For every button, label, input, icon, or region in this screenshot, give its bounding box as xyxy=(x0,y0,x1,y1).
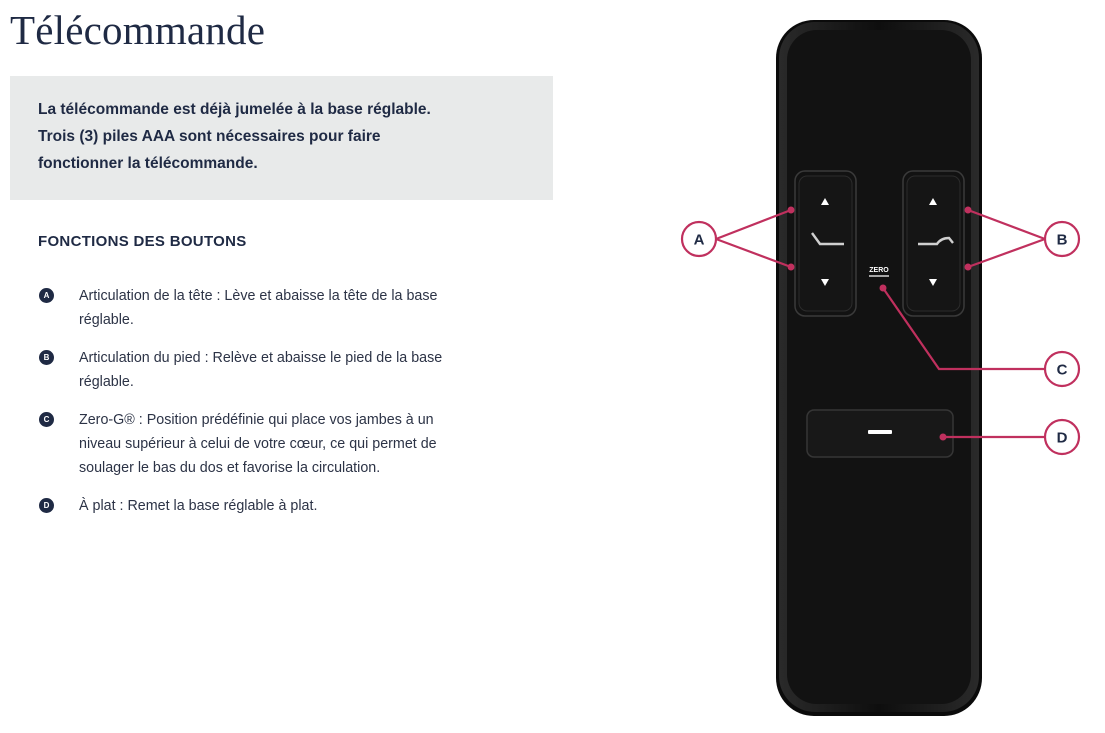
page-title: Télécommande xyxy=(10,7,266,53)
function-item-zero-g xyxy=(38,408,518,480)
head-rocker-button[interactable] xyxy=(795,171,856,316)
function-line: À plat : Remet la base réglable à plat. xyxy=(79,498,318,514)
function-line: Articulation de la tête : Lève et abaisse la tête de la base xyxy=(79,288,438,304)
zero-g-label: ZERO xyxy=(869,267,889,274)
function-line: soulager le bas du dos et favorise la circulation. xyxy=(79,460,381,476)
function-line: Zero-G® : Position prédéfinie qui place vos jambes à un xyxy=(79,412,434,428)
callout-c-label: C xyxy=(1056,361,1068,379)
notice-line: Trois (3) piles AAA sont nécessaires pour faire xyxy=(38,128,381,145)
foot-rocker-button[interactable] xyxy=(903,171,964,316)
remote-face xyxy=(787,30,971,704)
callout-d-label: D xyxy=(1056,429,1068,447)
remote-illustration xyxy=(660,0,1100,733)
function-item-head xyxy=(38,284,518,332)
function-line: réglable. xyxy=(79,374,134,390)
badge-d-icon: D xyxy=(39,498,54,513)
flat-bar-icon xyxy=(868,430,892,434)
badge-b-icon: B xyxy=(39,350,54,365)
notice-line: fonctionner la télécommande. xyxy=(38,155,258,172)
function-item-foot xyxy=(38,346,518,394)
badge-a-icon: A xyxy=(39,288,54,303)
function-line: niveau supérieur à celui de votre cœur, ce qui permet de xyxy=(79,436,437,452)
function-line: Articulation du pied : Relève et abaisse le pied de la base xyxy=(79,350,443,366)
badge-c-icon: C xyxy=(39,412,54,427)
callout-b-label: B xyxy=(1056,231,1068,249)
callout-a-label: A xyxy=(693,231,705,249)
function-line: réglable. xyxy=(79,312,134,328)
function-item-flat xyxy=(38,494,518,518)
functions-heading: FONCTIONS DES BOUTONS xyxy=(38,233,247,250)
notice-box xyxy=(10,76,553,200)
notice-line: La télécommande est déjà jumelée à la base réglable. xyxy=(38,101,431,118)
functions-list xyxy=(38,284,518,532)
flat-button[interactable] xyxy=(807,410,953,457)
